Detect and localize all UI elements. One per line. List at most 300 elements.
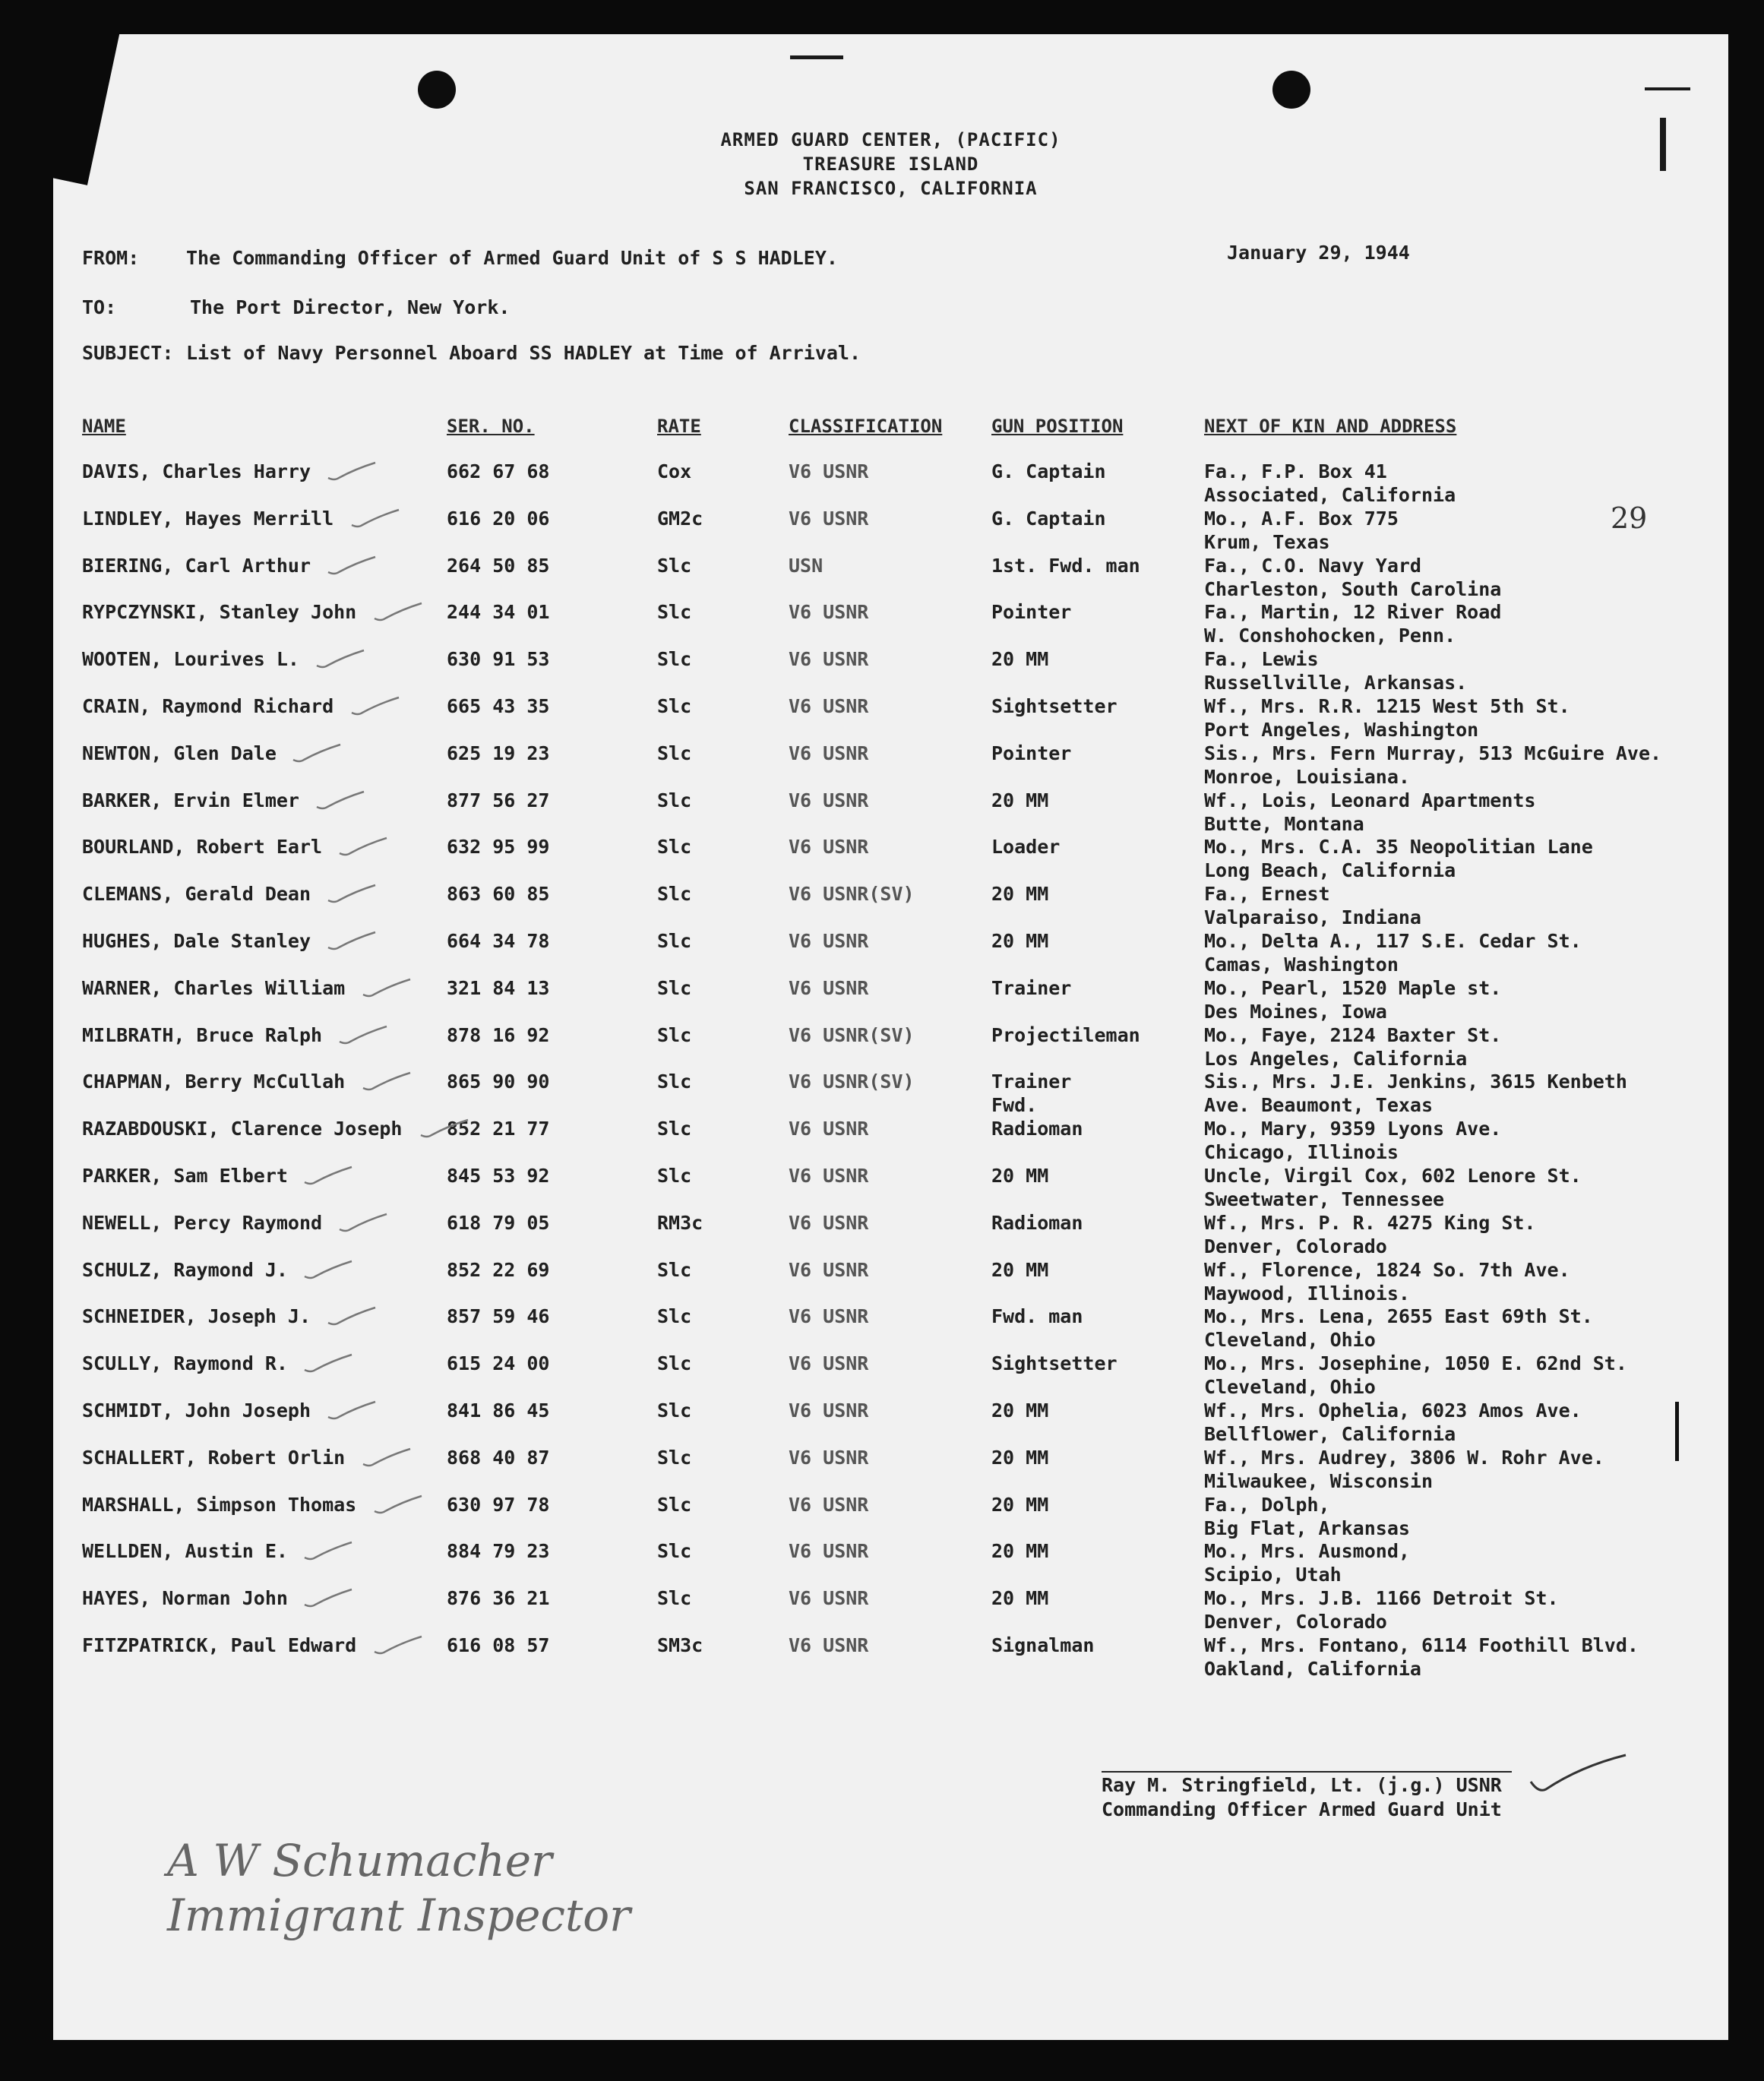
gun-position [991,1258,1048,1282]
gun-position-line: 20 MM [991,648,1049,671]
next-of-kin-line: Chicago, Illinois [1204,1141,1399,1164]
table-row [53,1539,1728,1586]
rate: Slc [657,742,692,764]
next-of-kin [1204,600,1501,647]
personnel-name: BARKER, Ervin Elmer [82,789,299,811]
personnel-name: RYPCZYNSKI, Stanley John [82,601,357,624]
next-of-kin-line: Wf., Lois, Leonard Apartments [1204,789,1536,811]
rate: Slc [657,695,692,717]
gun-position [991,1539,1048,1563]
check-mark-icon [302,1541,355,1562]
next-of-kin-line: Mo., Mrs. Lena, 2655 East 69th St. [1204,1305,1593,1328]
rate: Slc [657,789,692,811]
gun-position [991,1211,1083,1235]
next-of-kin-line: Russellville, Arkansas. [1204,672,1468,694]
table-row [53,1258,1728,1305]
next-of-kin-line: Mo., Mrs. J.B. 1166 Detroit St. [1204,1587,1559,1610]
table-row [53,1399,1728,1446]
classification: V6 USNR [789,1634,869,1656]
check-mark-icon [290,743,343,764]
personnel-name: SCHNEIDER, Joseph J. [82,1305,311,1328]
table-row [53,647,1728,694]
inspector-name: A W Schumacher [167,1835,552,1886]
classification: V6 USNR [789,930,869,952]
classification: V6 USNR [789,1352,869,1375]
service-number: 841 86 45 [447,1399,550,1422]
table-row [53,460,1728,507]
classification: V6 USNR [789,836,869,859]
classification: V6 USNR [789,742,869,764]
rate: SM3c [657,1634,703,1656]
table-row [53,600,1728,647]
gun-position-line: 20 MM [991,883,1049,906]
service-number: 630 91 53 [447,648,550,671]
gun-position [991,647,1048,671]
service-number: 852 22 69 [447,1258,550,1281]
personnel-name: SCHULZ, Raymond J. [82,1258,288,1281]
next-of-kin-line: W. Conshohocken, Penn. [1204,625,1456,647]
personnel-name: RAZABDOUSKI, Clarence Joseph [82,1118,403,1140]
service-number: 857 59 46 [447,1305,550,1328]
personnel-name: LINDLEY, Hayes Merrill [82,507,334,530]
rate: Slc [657,1587,692,1610]
table-row [53,1117,1728,1164]
personnel-name: NEWELL, Percy Raymond [82,1211,323,1234]
personnel-name: CLEMANS, Gerald Dean [82,883,311,906]
check-mark-icon [360,1447,413,1469]
gun-position [991,835,1060,859]
signature-line [1102,1771,1512,1773]
signature-name: Ray M. Stringfield, Lt. (j.g.) USNR [1102,1774,1502,1796]
next-of-kin-line: Mo., Mrs. Josephine, 1050 E. 62nd St. [1204,1352,1627,1375]
table-row [53,1493,1728,1540]
personnel-name: MILBRATH, Bruce Ralph [82,1023,323,1046]
subject-label: SUBJECT: [82,342,174,364]
classification: V6 USNR(SV) [789,1071,915,1093]
next-of-kin-line: Uncle, Virgil Cox, 602 Lenore St. [1204,1165,1582,1187]
gun-position-line: Pointer [991,601,1072,624]
gun-position-line: Trainer [991,1071,1072,1093]
next-of-kin-line: Mo., Mary, 9359 Lyons Ave. [1204,1118,1502,1140]
to-text: The Port Director, New York. [190,296,511,318]
rate: Cox [657,460,692,482]
next-of-kin [1204,1305,1593,1352]
service-number: 616 08 57 [447,1634,550,1656]
service-number: 876 36 21 [447,1587,550,1610]
gun-position-line: Projectileman [991,1023,1140,1046]
gun-position [991,507,1106,530]
next-of-kin-line: Fa., Dolph, [1204,1493,1330,1516]
table-row [53,976,1728,1023]
classification: V6 USNR [789,1399,869,1422]
service-number: 625 19 23 [447,742,550,764]
margin-bracket [1675,1402,1679,1461]
column-header-gun-position: GUN POSITION [991,416,1124,437]
rate: Slc [657,1352,692,1375]
memo-date: January 29, 1944 [1227,242,1410,264]
column-header-classification: CLASSIFICATION [789,416,943,437]
personnel-name: HUGHES, Dale Stanley [82,930,311,952]
classification: USN [789,554,824,577]
rate: Slc [657,1258,692,1281]
service-number: 618 79 05 [447,1211,550,1234]
next-of-kin-line: Scipio, Utah [1204,1564,1342,1586]
punch-hole [418,71,456,109]
gun-position-line: 20 MM [991,1540,1049,1563]
gun-position [991,789,1048,812]
gun-position [991,1117,1083,1140]
check-mark-icon [371,602,425,623]
punch-hole [1272,71,1310,109]
classification: V6 USNR [789,1211,869,1234]
next-of-kin [1204,789,1536,836]
service-number: 845 53 92 [447,1165,550,1187]
column-header-next-of-kin: NEXT OF KIN AND ADDRESS [1204,416,1457,437]
scan-mark [790,55,843,59]
classification: V6 USNR [789,648,869,671]
classification: V6 USNR [789,1446,869,1469]
service-number: 630 97 78 [447,1493,550,1516]
next-of-kin-line: Cleveland, Ohio [1204,1329,1376,1352]
next-of-kin [1204,1539,1410,1586]
personnel-name: DAVIS, Charles Harry [82,460,311,482]
service-number: 264 50 85 [447,554,550,577]
classification: V6 USNR [789,507,869,530]
table-row [53,507,1728,554]
gun-position-line: Fwd. man [991,1305,1083,1328]
rate: Slc [657,883,692,906]
next-of-kin-line: Wf., Mrs. R.R. 1215 West 5th St. [1204,695,1570,717]
classification: V6 USNR [789,1165,869,1187]
next-of-kin-line: Mo., Faye, 2124 Baxter St. [1204,1023,1502,1046]
next-of-kin-line: Oakland, California [1204,1658,1421,1680]
next-of-kin-line: Fa., C.O. Navy Yard [1204,554,1421,577]
rate: Slc [657,836,692,859]
next-of-kin-line: Fa., Lewis [1204,648,1319,671]
gun-position-line: Signalman [991,1634,1095,1656]
next-of-kin [1204,976,1501,1023]
next-of-kin-line: Ave. Beaumont, Texas [1204,1094,1434,1117]
next-of-kin-line: Bellflower, California [1204,1423,1456,1445]
next-of-kin-line: Denver, Colorado [1204,1235,1387,1257]
next-of-kin [1204,1586,1559,1633]
check-mark-icon [337,1025,390,1046]
scan-mark [1645,87,1690,90]
next-of-kin [1204,1633,1639,1681]
rate: Slc [657,648,692,671]
next-of-kin-line: Charleston, South Carolina [1204,577,1502,600]
service-number: 662 67 68 [447,460,550,482]
rate: Slc [657,1305,692,1328]
service-number: 877 56 27 [447,789,550,811]
gun-position-line: 1st. Fwd. man [991,554,1140,577]
gun-position-line: 20 MM [991,1446,1049,1469]
gun-position-line: Loader [991,836,1061,859]
next-of-kin [1204,507,1399,554]
next-of-kin-line: Wf., Mrs. P. R. 4275 King St. [1204,1211,1536,1234]
gun-position-line: Radioman [991,1211,1083,1234]
check-mark-icon [314,790,367,811]
personnel-name: SCHMIDT, John Joseph [82,1399,311,1422]
rate: Slc [657,1446,692,1469]
next-of-kin [1204,1446,1604,1493]
next-of-kin [1204,554,1501,601]
next-of-kin-line: Big Flat, Arkansas [1204,1516,1410,1539]
next-of-kin-line: Wf., Mrs. Ophelia, 6023 Amos Ave. [1204,1399,1582,1422]
header-line-1: ARMED GUARD CENTER, (PACIFIC) [720,129,1061,150]
gun-position [991,600,1071,624]
next-of-kin-line: Butte, Montana [1204,812,1364,835]
check-mark-icon [325,461,378,482]
service-number: 865 90 90 [447,1071,550,1093]
next-of-kin [1204,460,1456,507]
classification: V6 USNR [789,1493,869,1516]
gun-position-line: G. Captain [991,460,1106,482]
rate: Slc [657,1023,692,1046]
page-number: 29 [1611,501,1648,535]
service-number: 616 20 06 [447,507,550,530]
check-mark-icon [360,978,413,999]
table-row [53,1070,1728,1117]
personnel-name: FITZPATRICK, Paul Edward [82,1634,357,1656]
next-of-kin [1204,694,1570,742]
next-of-kin [1204,742,1661,789]
next-of-kin-line: Wf., Mrs. Audrey, 3806 W. Rohr Ave. [1204,1446,1604,1469]
rate: Slc [657,1118,692,1140]
check-mark-icon [325,884,378,905]
gun-position-line: 20 MM [991,1399,1049,1422]
rate: Slc [657,1399,692,1422]
classification: V6 USNR(SV) [789,883,915,906]
to-label: TO: [82,296,117,318]
next-of-kin [1204,1164,1582,1211]
gun-position-line: Sightsetter [991,1352,1118,1375]
next-of-kin-line: Associated, California [1204,484,1456,506]
table-row [53,742,1728,789]
next-of-kin-line: Port Angeles, Washington [1204,719,1479,741]
next-of-kin [1204,1399,1582,1446]
gun-position [991,882,1048,906]
personnel-name: CHAPMAN, Berry McCullah [82,1071,346,1093]
gun-position [991,742,1071,765]
inspector-title: Immigrant Inspector [167,1890,631,1941]
gun-position-line: G. Captain [991,507,1106,530]
service-number: 852 21 77 [447,1118,550,1140]
classification: V6 USNR [789,1305,869,1328]
check-mark-icon [302,1165,355,1187]
gun-position [991,1023,1140,1047]
next-of-kin-line: Fa., Martin, 12 River Road [1204,601,1502,624]
check-mark-icon [349,508,402,530]
rate: Slc [657,1493,692,1516]
column-header-name: NAME [82,416,126,437]
check-mark-icon [302,1260,355,1281]
personnel-name: WARNER, Charles William [82,976,346,999]
rate: Slc [657,1165,692,1187]
check-mark-icon [314,649,367,670]
next-of-kin-line: Sweetwater, Tennessee [1204,1188,1445,1210]
subject-text: List of Navy Personnel Aboard SS HADLEY at Time of Arrival. [186,342,861,364]
gun-position [991,1586,1048,1610]
service-number: 244 34 01 [447,601,550,624]
classification: V6 USNR [789,460,869,482]
gun-position [991,1493,1048,1516]
next-of-kin [1204,929,1582,976]
column-header-ser-no: SER. NO. [447,416,535,437]
personnel-name: PARKER, Sam Elbert [82,1165,288,1187]
classification: V6 USNR [789,1118,869,1140]
signature-title: Commanding Officer Armed Guard Unit [1102,1798,1502,1820]
next-of-kin-line: Mo., A.F. Box 775 [1204,507,1399,530]
gun-position-line: Pointer [991,742,1072,764]
rate: Slc [657,930,692,952]
gun-position-line: 20 MM [991,789,1049,811]
gun-position [991,976,1071,1000]
next-of-kin [1204,835,1593,882]
classification: V6 USNR [789,695,869,717]
rate: Slc [657,976,692,999]
service-number: 665 43 35 [447,695,550,717]
gun-position-line: 20 MM [991,1587,1049,1610]
document-page [53,34,1728,2040]
service-number: 863 60 85 [447,883,550,906]
gun-position [991,1164,1048,1188]
from-text: The Commanding Officer of Armed Guard Unit of S S HADLEY. [186,247,838,269]
table-row [53,929,1728,976]
personnel-name: CRAIN, Raymond Richard [82,695,334,717]
gun-position-line: Fwd. [991,1094,1038,1117]
gun-position [991,554,1140,577]
table-row [53,1211,1728,1258]
table-row [53,789,1728,836]
next-of-kin-line: Milwaukee, Wisconsin [1204,1469,1434,1492]
classification: V6 USNR [789,1540,869,1563]
rate: GM2c [657,507,703,530]
personnel-name: BIERING, Carl Arthur [82,554,311,577]
gun-position [991,1352,1118,1375]
gun-position-line: 20 MM [991,1165,1049,1187]
personnel-name: WOOTEN, Lourives L. [82,648,299,671]
classification: V6 USNR(SV) [789,1023,915,1046]
next-of-kin-line: Wf., Mrs. Fontano, 6114 Foothill Blvd. [1204,1634,1639,1656]
gun-position [991,1633,1094,1657]
gun-position-line: Trainer [991,976,1072,999]
service-number: 868 40 87 [447,1446,550,1469]
service-number: 884 79 23 [447,1540,550,1563]
table-row [53,1164,1728,1211]
gun-position [991,460,1106,483]
next-of-kin [1204,647,1467,694]
check-mark-icon [371,1494,425,1516]
next-of-kin [1204,1023,1501,1071]
gun-position [991,694,1118,718]
column-header-rate: RATE [657,416,701,437]
check-mark-icon [349,696,402,717]
gun-position-line: Sightsetter [991,695,1118,717]
service-number: 321 84 13 [447,976,550,999]
check-mark-icon [302,1353,355,1374]
personnel-name: WELLDEN, Austin E. [82,1540,288,1563]
classification: V6 USNR [789,1587,869,1610]
personnel-name: BOURLAND, Robert Earl [82,836,323,859]
next-of-kin-line: Fa., F.P. Box 41 [1204,460,1387,482]
rate: Slc [657,1540,692,1563]
next-of-kin-line: Long Beach, California [1204,859,1456,882]
table-row [53,694,1728,742]
personnel-name: SCULLY, Raymond R. [82,1352,288,1375]
table-row [53,1446,1728,1493]
gun-position [991,1446,1048,1469]
next-of-kin-line: Mo., Pearl, 1520 Maple st. [1204,976,1502,999]
header-line-3: SAN FRANCISCO, CALIFORNIA [744,178,1038,199]
next-of-kin [1204,1211,1536,1258]
check-mark-icon [325,555,378,577]
next-of-kin [1204,1258,1570,1305]
gun-position [991,929,1048,953]
inspector-handwriting [167,1835,631,1941]
gun-position [991,1070,1071,1117]
header-line-2: TREASURE ISLAND [802,153,979,175]
classification: V6 USNR [789,601,869,624]
rate: Slc [657,1071,692,1093]
next-of-kin-line: Valparaiso, Indiana [1204,906,1421,929]
next-of-kin [1204,882,1421,929]
table-row [53,1305,1728,1352]
personnel-name: NEWTON, Glen Dale [82,742,277,764]
table-row [53,882,1728,929]
next-of-kin-line: Cleveland, Ohio [1204,1376,1376,1399]
table-row [53,1633,1728,1681]
next-of-kin-line: Fa., Ernest [1204,883,1330,906]
gun-position-line: 20 MM [991,930,1049,952]
gun-position [991,1305,1083,1328]
gun-position [991,1399,1048,1422]
from-label: FROM: [82,247,140,269]
next-of-kin-line: Sis., Mrs. J.E. Jenkins, 3615 Kenbeth [1204,1071,1627,1093]
gun-position-line: Radioman [991,1118,1083,1140]
table-row [53,1586,1728,1633]
table-row [53,554,1728,601]
next-of-kin-line: Mo., Mrs. Ausmond, [1204,1540,1410,1563]
next-of-kin [1204,1070,1627,1117]
next-of-kin-line: Maywood, Illinois. [1204,1282,1410,1305]
table-row [53,1023,1728,1071]
check-mark-icon [371,1635,425,1656]
personnel-name: MARSHALL, Simpson Thomas [82,1493,357,1516]
rate: RM3c [657,1211,703,1234]
next-of-kin-line: Sis., Mrs. Fern Murray, 513 McGuire Ave. [1204,742,1662,764]
service-number: 632 95 99 [447,836,550,859]
gun-position-line: 20 MM [991,1493,1049,1516]
check-mark-icon [325,931,378,952]
rate: Slc [657,554,692,577]
next-of-kin-line: Krum, Texas [1204,530,1330,553]
rate: Slc [657,601,692,624]
check-mark-icon [325,1306,378,1327]
next-of-kin-line: Monroe, Louisiana. [1204,765,1410,788]
service-number: 878 16 92 [447,1023,550,1046]
check-mark-icon [337,837,390,858]
check-mark-icon [302,1588,355,1609]
check-mark-icon [325,1400,378,1422]
next-of-kin-line: Mo., Delta A., 117 S.E. Cedar St. [1204,930,1582,952]
service-number: 615 24 00 [447,1352,550,1375]
personnel-name: HAYES, Norman John [82,1587,288,1610]
next-of-kin [1204,1117,1501,1164]
table-row [53,835,1728,882]
check-mark-icon [337,1213,390,1234]
check-mark-icon [1527,1751,1633,1797]
